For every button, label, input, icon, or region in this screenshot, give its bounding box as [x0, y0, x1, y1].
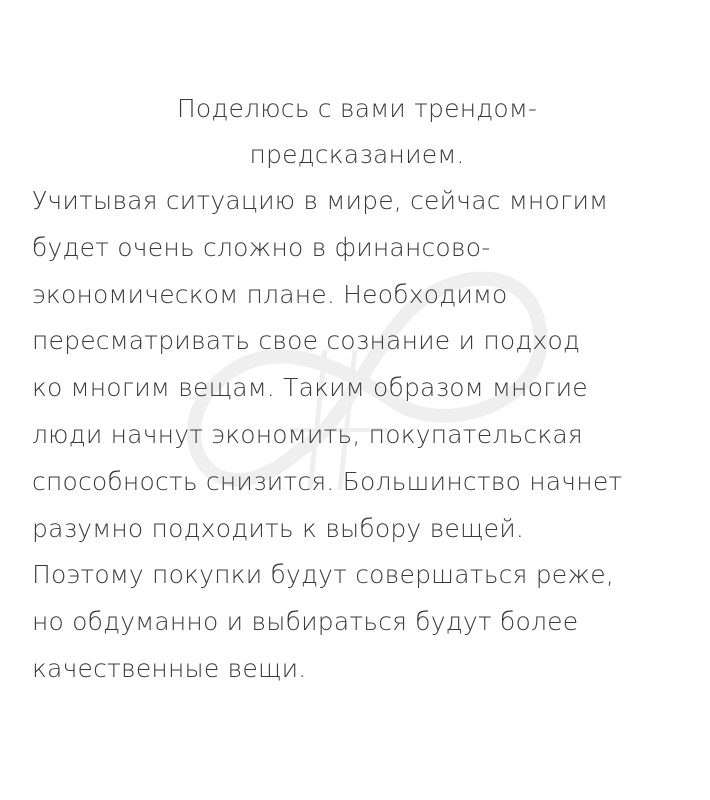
body-line: Поэтому покупки будут совершаться реже, — [32, 560, 614, 590]
body-paragraph — [32, 178, 682, 693]
body-line: качественные вещи. — [32, 653, 307, 683]
heading — [32, 86, 682, 178]
body-line: люди начнут экономить, покупательская — [32, 419, 583, 449]
heading-line: предсказанием. — [249, 140, 465, 169]
body-line: разумно подходить к выбору вещей. — [32, 513, 525, 543]
body-line: экономическом плане. Необходимо — [32, 279, 508, 309]
body-line: способность снизится. Большинство начнет — [32, 466, 623, 496]
body-line: пересматривать свое сознание и подход — [32, 326, 581, 356]
article-text — [32, 86, 682, 693]
body-line: ко многим вещам. Таким образом многие — [32, 373, 588, 403]
body-line: Учитывая ситуацию в мире, сейчас многим — [32, 186, 609, 215]
body-line: будет очень сложно в финансово- — [32, 232, 491, 262]
heading-line: Поделюсь с вами трендом- — [176, 94, 538, 123]
body-line: но обдуманно и выбираться будут более — [32, 607, 579, 637]
